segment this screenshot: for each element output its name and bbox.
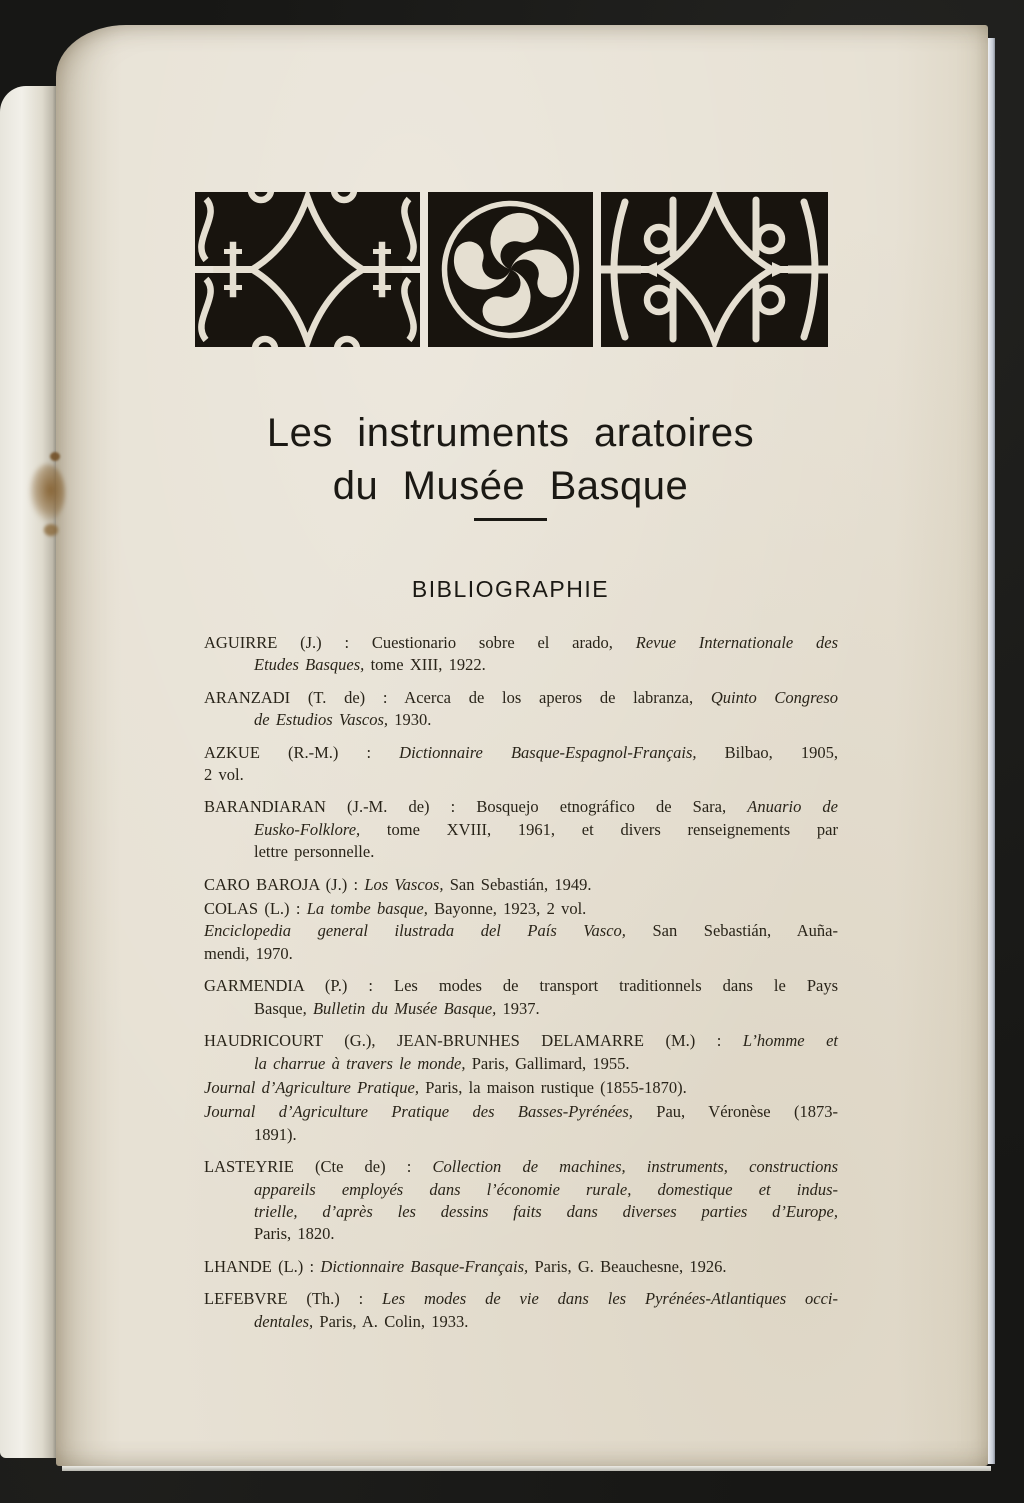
bibliography-italic-text: L’homme et xyxy=(742,1031,838,1051)
bibliography-text: Bilbao, 1905, xyxy=(696,742,838,762)
bibliography-text: Paris, G. Beauchesne, 1926. xyxy=(528,1256,727,1276)
book-page xyxy=(56,25,988,1466)
bibliography-italic-text: Journal d’Agriculture Pratique des Basses-Pyrénées, xyxy=(204,1102,633,1122)
page-stack-edge-right xyxy=(988,38,995,1464)
bibliography-line xyxy=(204,1201,838,1223)
bibliography-line xyxy=(204,742,838,764)
bibliography-list xyxy=(204,632,838,1333)
bibliography-line xyxy=(204,920,838,942)
bibliography-line xyxy=(204,1179,838,1201)
bibliography-italic-text: dentales, xyxy=(254,1311,314,1331)
bibliography-entry xyxy=(204,874,838,896)
bibliography-text: tome XIII, 1922. xyxy=(364,655,486,675)
bibliography-italic-text: La tombe basque, xyxy=(306,899,428,919)
bibliography-entry xyxy=(204,898,838,920)
bibliography-line xyxy=(204,1288,838,1310)
bibliography-italic-text: de Estudios Vascos, xyxy=(254,710,388,730)
bibliography-entry xyxy=(204,1101,838,1146)
bibliography-italic-text: Collection de machines, instruments, constructions xyxy=(432,1157,838,1177)
bibliography-text: 1930. xyxy=(388,710,432,730)
bibliography-text: GARMENDIA (P.) : Les modes de transport traditionnels dans le Pays xyxy=(204,976,838,996)
page-title-line2: du Musée Basque xyxy=(332,464,689,508)
bibliography-entry xyxy=(204,1256,838,1278)
bibliography-entry xyxy=(204,796,838,863)
bibliography-line xyxy=(204,1077,838,1099)
bibliography-italic-text: Journal d’Agriculture Pratique, xyxy=(204,1077,419,1097)
foxing-stain-dot xyxy=(44,524,58,536)
bibliography-text: tome XVIII, 1961, et divers renseignements par xyxy=(360,819,838,839)
bibliography-italic-text: trielle, d’après les dessins faits dans diverses parties d’Europe, xyxy=(254,1201,838,1221)
facing-page-edge xyxy=(0,86,57,1458)
bibliography-line xyxy=(204,819,838,841)
bibliography-text: HAUDRICOURT (G.), JEAN-BRUNHES DELAMARRE (M.) : xyxy=(204,1031,743,1051)
bibliography-line xyxy=(204,632,838,654)
bibliography-line xyxy=(204,975,838,997)
bibliography-line xyxy=(204,874,838,896)
bibliography-line xyxy=(204,654,838,676)
bibliography-text: LHANDE (L.) : xyxy=(204,1256,321,1276)
bibliography-italic-text: Los Vascos, xyxy=(364,874,444,894)
bibliography-italic-text: Enciclopedia general ilustrada del País Vasco, xyxy=(204,921,626,941)
foxing-stain xyxy=(29,464,65,522)
bibliography-text: 1891). xyxy=(254,1124,297,1144)
bibliography-entry xyxy=(204,975,838,1020)
bibliography-line xyxy=(204,943,838,965)
bibliography-text: LEFEBVRE (Th.) : xyxy=(204,1289,383,1309)
bibliography-line xyxy=(204,1256,838,1278)
bibliography-text: LASTEYRIE (Cte de) : xyxy=(204,1157,433,1177)
bibliography-line xyxy=(204,1311,838,1333)
bibliography-entry xyxy=(204,1030,838,1075)
bibliography-line xyxy=(204,1156,838,1178)
bibliography-italic-text: Etudes Basques, xyxy=(254,655,365,675)
bibliography-entry xyxy=(204,1288,838,1333)
bibliography-line xyxy=(204,1124,838,1146)
bibliography-entry xyxy=(204,920,838,965)
title-rule xyxy=(474,518,547,521)
bibliography-italic-text: Anuario de xyxy=(747,797,838,817)
bibliography-line xyxy=(204,1053,838,1075)
bibliography-italic-text: Bulletin du Musée Basque, xyxy=(312,998,497,1018)
bibliography-text: 2 vol. xyxy=(204,765,244,785)
bibliography-line xyxy=(204,998,838,1020)
bibliography-text: Bayonne, 1923, 2 vol. xyxy=(427,899,587,919)
bibliography-text: COLAS (L.) : xyxy=(204,899,307,919)
bibliography-text: mendi, 1970. xyxy=(204,943,293,963)
bibliography-entry xyxy=(204,1156,838,1246)
bibliography-text: Pau, Véronèse (1873- xyxy=(632,1102,838,1122)
bibliography-line xyxy=(204,764,838,786)
bibliography-italic-text: Revue Internationale des xyxy=(635,633,839,652)
bibliography-line xyxy=(204,1223,838,1245)
bibliography-line xyxy=(204,1030,838,1052)
bibliography-italic-text: Eusko-Folklore, xyxy=(254,819,361,839)
bibliography-entry xyxy=(204,1077,838,1099)
page-title xyxy=(194,407,827,513)
bibliography-text: Basque, xyxy=(254,998,313,1018)
bibliography-italic-text: la charrue à travers le monde, xyxy=(254,1053,466,1073)
bibliography-italic-text: appareils employés dans l’économie rurale, domestique et indus- xyxy=(254,1179,838,1199)
section-heading: BIBLIOGRAPHIE xyxy=(411,576,610,602)
bibliography-line xyxy=(204,709,838,731)
bibliography-line xyxy=(204,687,838,709)
bibliography-line xyxy=(204,898,838,920)
basque-lauburu-frieze-icon xyxy=(195,192,828,347)
page-title-line1: Les instruments aratoires xyxy=(266,411,755,455)
bibliography-italic-text: Les modes de vie dans les Pyrénées-Atlantiques occi- xyxy=(382,1289,838,1309)
bibliography-text: Paris, Gallimard, 1955. xyxy=(465,1053,630,1073)
bibliography-text: BARANDIARAN (J.-M. de) : Bosquejo etnográfico de Sara, xyxy=(204,797,748,817)
bibliography-entry xyxy=(204,632,838,677)
bibliography-text: CARO BAROJA (J.) : xyxy=(204,874,365,894)
bibliography-text: Paris, A. Colin, 1933. xyxy=(313,1311,469,1331)
bibliography-text: lettre personnelle. xyxy=(254,842,375,862)
bibliography-italic-text: Quinto Congreso xyxy=(710,687,838,707)
bibliography-entry xyxy=(204,687,838,732)
bibliography-text: Paris, 1820. xyxy=(254,1224,335,1244)
bibliography-text: Paris, la maison rustique (1855-1870). xyxy=(418,1077,687,1097)
bibliography-line xyxy=(204,841,838,863)
bibliography-text: AGUIRRE (J.) : Cuestionario sobre el arado, xyxy=(204,633,636,652)
foxing-stain-dot xyxy=(50,452,60,461)
bibliography-italic-text: Dictionnaire Basque-Français, xyxy=(320,1256,529,1276)
bibliography-line xyxy=(204,1101,838,1123)
bibliography-entry xyxy=(204,742,838,787)
bibliography-text: San Sebastián, Auña- xyxy=(625,921,839,941)
bibliography-text: 1937. xyxy=(496,998,540,1018)
bibliography-italic-text: Dictionnaire Basque-Espagnol-Français, xyxy=(399,742,697,762)
bibliography-text: AZKUE (R.-M.) : xyxy=(204,742,400,762)
page-stack-edge-bottom xyxy=(62,1466,991,1471)
bibliography-text: San Sebastián, 1949. xyxy=(443,874,592,894)
bibliography-text: ARANZADI (T. de) : Acerca de los aperos de labranza, xyxy=(204,687,711,707)
bibliography-line xyxy=(204,796,838,818)
